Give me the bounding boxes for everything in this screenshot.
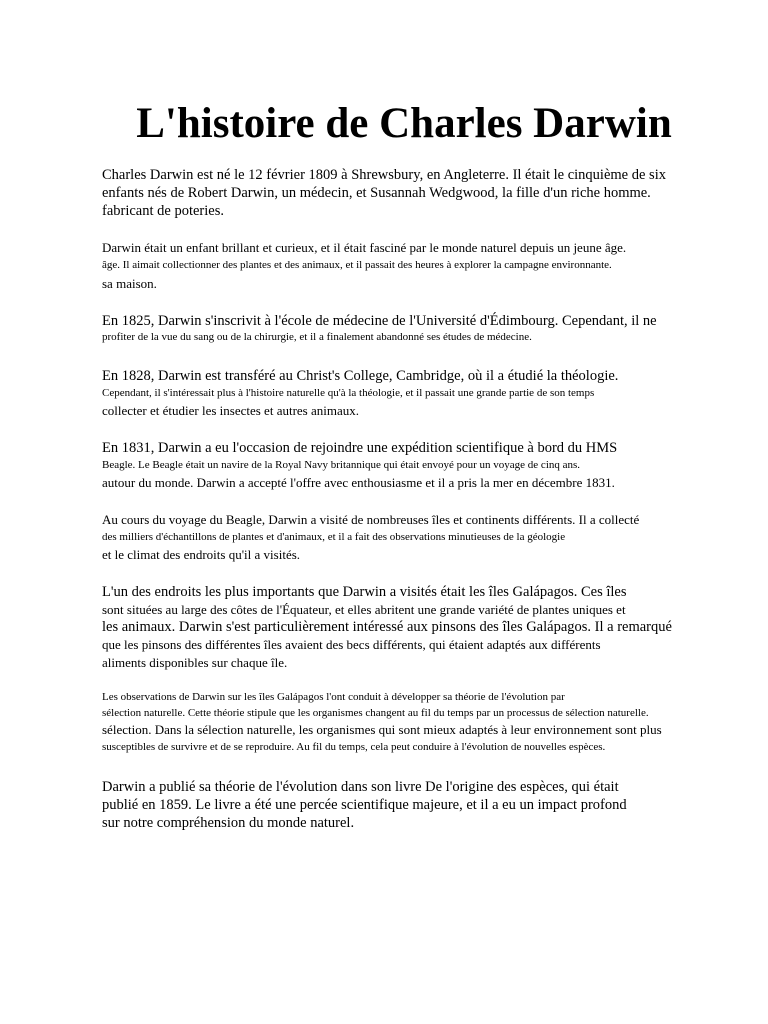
text-line: sa maison. bbox=[102, 276, 157, 291]
text-line: fabricant de poteries. bbox=[102, 203, 224, 219]
paragraph-childhood bbox=[102, 239, 722, 295]
text-line: que les pinsons des différentes îles avaient des becs différents, qui étaient adaptés aux différents bbox=[102, 637, 601, 652]
text-line: En 1831, Darwin a eu l'occasion de rejoindre une expédition scientifique à bord du HMS bbox=[102, 440, 618, 456]
text-line: et le climat des endroits qu'il a visités. bbox=[102, 547, 301, 562]
text-line: publié en 1859. Le livre a été une percée scientifique majeure, et il a eu un impact profond bbox=[102, 797, 627, 813]
paragraph-publication bbox=[102, 778, 722, 832]
paragraph-birth bbox=[102, 166, 722, 220]
paragraph-galapagos bbox=[102, 583, 722, 672]
text-line: En 1825, Darwin s'inscrivit à l'école de médecine de l'Université d'Édimbourg. Cependant, il ne bbox=[102, 313, 657, 329]
text-line: profiter de la vue du sang ou de la chirurgie, et il a finalement abandonné ses études de médecine. bbox=[102, 331, 532, 343]
paragraph-voyage bbox=[102, 511, 722, 565]
text-line: collecter et étudier les insectes et autres animaux. bbox=[102, 403, 359, 418]
text-line: En 1828, Darwin est transféré au Christ's College, Cambridge, où il a étudié la théologie. bbox=[102, 368, 619, 384]
text-line: sur notre compréhension du monde naturel. bbox=[102, 815, 355, 831]
paragraph-beagle bbox=[102, 439, 722, 493]
text-line: sélection naturelle. Cette théorie stipule que les organismes changent au fil du temps par un processus de sélection naturelle. bbox=[102, 707, 649, 719]
text-line: des milliers d'échantillons de plantes et d'animaux, et il a fait des observations minutieuses de la géologie bbox=[102, 531, 566, 543]
text-line: aliments disponibles sur chaque île. bbox=[102, 655, 288, 670]
text-line: Au cours du voyage du Beagle, Darwin a visité de nombreuses îles et continents différents. Il a collecté bbox=[102, 512, 640, 527]
paragraph-edinburgh bbox=[102, 312, 722, 345]
paragraph-cambridge bbox=[102, 367, 722, 421]
text-line: Les observations de Darwin sur les îles Galápagos l'ont conduit à développer sa théorie de l'évolution par bbox=[102, 691, 565, 703]
text-line: Beagle. Le Beagle était un navire de la Royal Navy britannique qui était envoyé pour un voyage de cinq ans. bbox=[102, 459, 581, 471]
text-line: Darwin a publié sa théorie de l'évolution dans son livre De l'origine des espèces, qui était bbox=[102, 779, 619, 795]
text-line: enfants nés de Robert Darwin, un médecin, et Susannah Wedgwood, la fille d'un riche homme. bbox=[102, 185, 651, 201]
text-line: Charles Darwin est né le 12 février 1809 à Shrewsbury, en Angleterre. Il était le cinquième de six bbox=[102, 167, 666, 183]
text-line: Darwin était un enfant brillant et curieux, et il était fasciné par le monde naturel depuis un jeune âge. bbox=[102, 240, 627, 255]
text-line: Cependant, il s'intéressait plus à l'histoire naturelle qu'à la théologie, et il passait une grande partie de son temps bbox=[102, 387, 595, 399]
text-line: les animaux. Darwin s'est particulièrement intéressé aux pinsons des îles Galápagos. Il a remarqué bbox=[102, 619, 672, 635]
text-line: âge. Il aimait collectionner des plantes et des animaux, et il passait des heures à explorer la campagne environnante. bbox=[102, 259, 612, 271]
text-line: susceptibles de survivre et de se reproduire. Au fil du temps, cela peut conduire à l'évolution de nouvelles espèces. bbox=[102, 741, 606, 753]
paragraph-evolution-theory bbox=[102, 688, 722, 754]
text-line: sont situées au large des côtes de l'Équateur, et elles abritent une grande variété de plantes uniques et bbox=[102, 602, 626, 617]
text-line: autour du monde. Darwin a accepté l'offre avec enthousiasme et il a pris la mer en décembre 1831. bbox=[102, 475, 615, 490]
page-title: L'histoire de Charles Darwin bbox=[136, 100, 672, 147]
text-line: L'un des endroits les plus importants que Darwin a visités était les îles Galápagos. Ces îles bbox=[102, 584, 627, 600]
text-line: sélection. Dans la sélection naturelle, les organismes qui sont mieux adaptés à leur environnement sont plus bbox=[102, 722, 662, 737]
